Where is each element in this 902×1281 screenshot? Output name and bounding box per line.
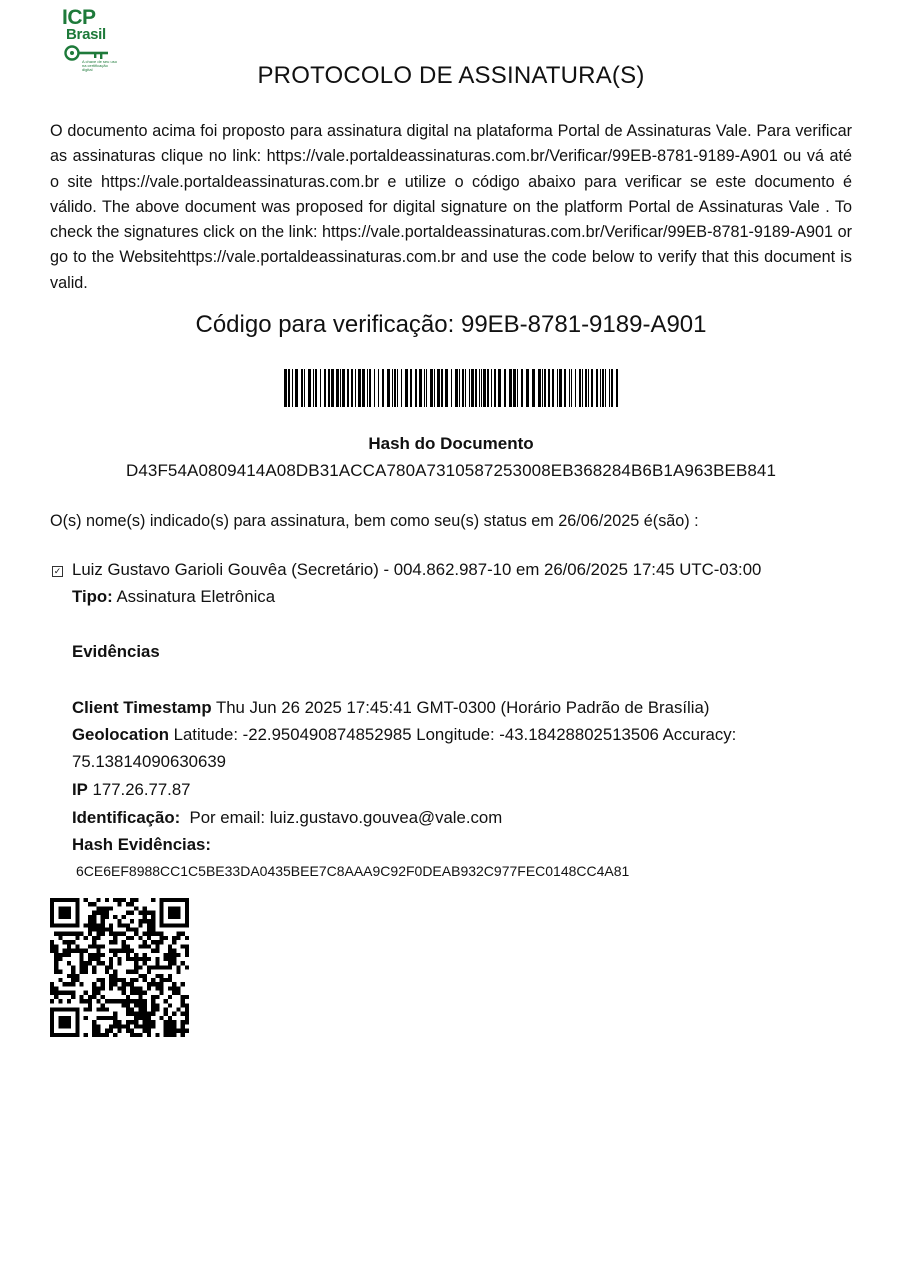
logo-icp-text: ICP	[62, 6, 96, 29]
signature-type-value: Assinatura Eletrônica	[116, 587, 276, 606]
checkbox-icon: ✓	[53, 566, 62, 576]
signer-summary: Luiz Gustavo Garioli Gouvêa (Secretário) - 004.862.987-10 em 26/06/2025 17:45 UTC-03:00	[72, 560, 762, 579]
ip-label: IP	[72, 780, 88, 799]
geolocation-value: Latitude: -22.950490874852985 Longitude: -43.18428802513506 Accuracy:	[173, 725, 737, 744]
geolocation	[72, 725, 736, 745]
document-hash-value: D43F54A0809414A08DB31ACCA780A7310587253008EB368284B6B1A963BEB841	[125, 461, 777, 480]
geolocation-label: Geolocation	[72, 725, 169, 744]
verification-code-label: Código para verificação:	[195, 311, 455, 338]
evidence-hash-value: 6CE6EF8988CC1C5BE33DA0435BEE7C8AAA9C92F0DEAB932C977FEC0148CC4A81	[76, 863, 630, 879]
evidence-title: Evidências	[72, 642, 160, 661]
verification-code	[0, 311, 902, 339]
identification-label: Identificação:	[72, 808, 181, 827]
signature-type-label: Tipo:	[72, 587, 113, 606]
verification-code-value: 99EB-8781-9189-A901	[460, 311, 707, 338]
identification-value: Por email: luiz.gustavo.gouvea@vale.com	[189, 808, 503, 827]
client-timestamp-label: Client Timestamp	[72, 698, 212, 717]
client-timestamp	[72, 698, 709, 718]
signature-type	[72, 587, 275, 607]
status-line: O(s) nome(s) indicado(s) para assinatura, bem como seu(s) status em 26/06/2025 é(são) :	[50, 512, 699, 530]
ip-address	[72, 780, 191, 800]
page-title: PROTOCOLO DE ASSINATURA(S)	[257, 62, 645, 89]
identification	[72, 808, 502, 828]
intro-paragraph: O documento acima foi proposto para assinatura digital na plataforma Portal de Assinaturas Vale. Para verificar as assinaturas clique no link: https://vale.portaldeassinaturas.com.br/Verificar/99EB-8781-9189-A901 ou vá até o site https://vale.portaldeassinaturas.com.br e utilize o código abaixo para verificar se este documento é válido. The above document was proposed for digital signature on the platform Portal de Assinaturas Vale . To check the signatures click on the link: https://vale.portaldeassinaturas.com.br/Verificar/99EB-8781-9189-A901 or go to the Websitehttps://vale.portaldeassinaturas.com.br and use the code below to verify that this document is valid.	[50, 122, 852, 292]
evidence-hash-label: Hash Evidências:	[72, 835, 211, 854]
ip-value: 177.26.77.87	[92, 780, 191, 799]
geolocation-accuracy: 75.13814090630639	[72, 752, 226, 771]
barcode	[284, 369, 618, 407]
logo-tagline: A chave de seu uso na certificação digital	[82, 59, 117, 72]
qr-code	[50, 898, 189, 1037]
document-hash-title: Hash do Documento	[368, 434, 534, 453]
logo-brasil-text: Brasil	[66, 26, 106, 43]
client-timestamp-value: Thu Jun 26 2025 17:45:41 GMT-0300 (Horário Padrão de Brasília)	[215, 698, 710, 717]
